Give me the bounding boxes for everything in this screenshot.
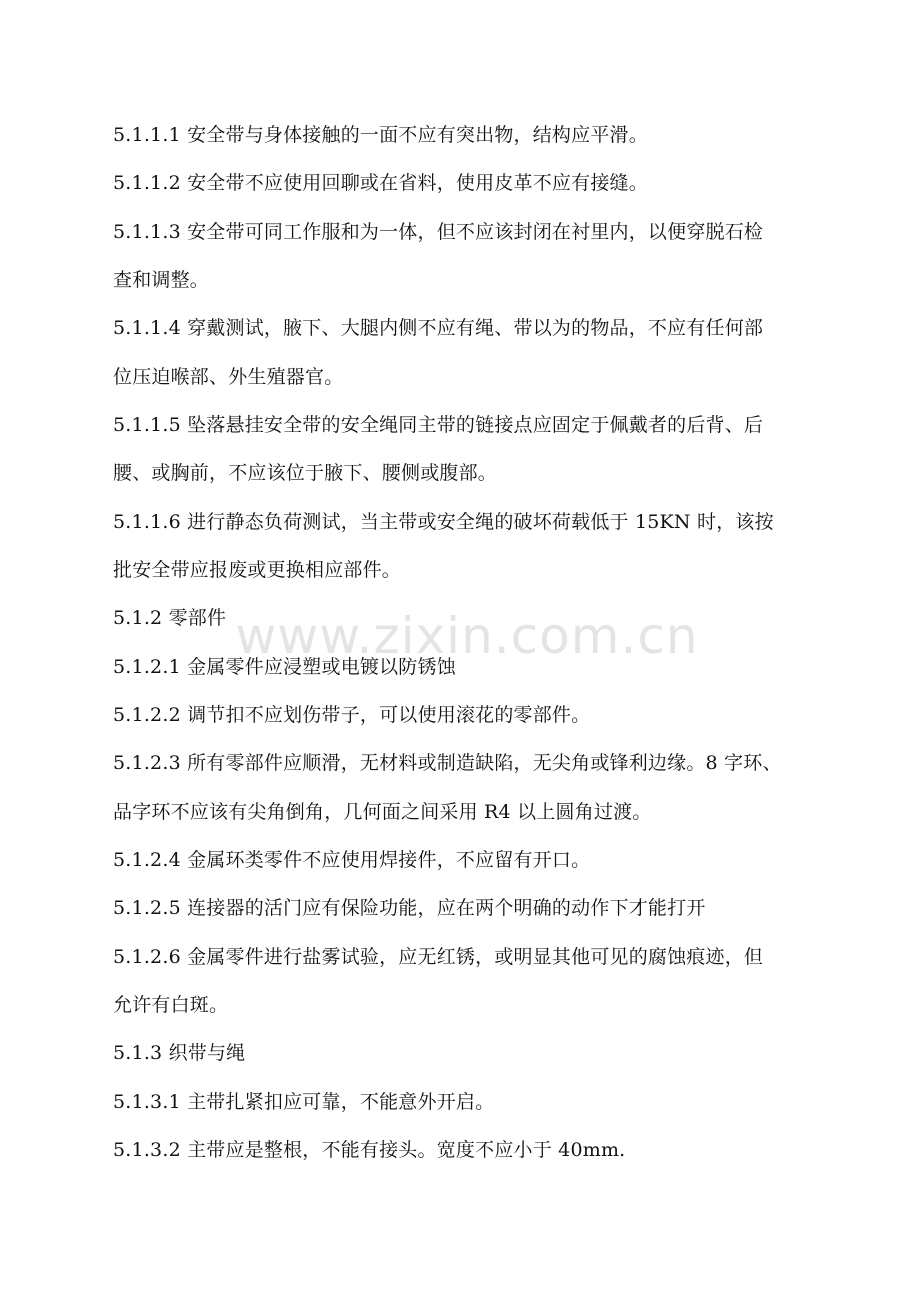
text-line: 5.1.1.1 安全带与身体接触的一面不应有突出物，结构应平滑。 (113, 124, 648, 146)
text-line: 5.1.2.3 所有零部件应顺滑，无材料或制造缺陷，无尖角或锋利边缘。8 字环、 (113, 752, 782, 774)
text-line: 5.1.2.1 金属零件应浸塑或电镀以防锈蚀 (113, 656, 456, 678)
text-line: 品字环不应该有尖角倒角，几何面之间采用 R4 以上圆角过渡。 (113, 801, 652, 823)
text-line: 允许有白斑。 (113, 994, 229, 1016)
text-line: 5.1.1.5 坠落悬挂安全带的安全绳同主带的链接点应固定于佩戴者的后背、后 (113, 414, 764, 436)
section-heading: 5.1.3 织带与绳 (113, 1042, 246, 1064)
watermark: www.zixin.com.cn (235, 607, 699, 665)
text-line: 5.1.1.3 安全带可同工作服和为一体，但不应该封闭在衬里内，以便穿脱石检 (113, 221, 764, 243)
text-line: 查和调整。 (113, 269, 210, 291)
text-line: 5.1.2.4 金属环类零件不应使用焊接件，不应留有开口。 (113, 849, 591, 871)
text-line: 5.1.3.2 主带应是整根，不能有接头。宽度不应小于 40mm. (113, 1139, 626, 1161)
text-line: 5.1.2.2 调节扣不应划伤带子，可以使用滚花的零部件。 (113, 704, 591, 726)
text-line: 5.1.1.6 进行静态负荷测试，当主带或安全绳的破坏荷载低于 15KN 时，该按 (113, 511, 774, 533)
text-line: 5.1.1.4 穿戴测试，腋下、大腿内侧不应有绳、带以为的物品，不应有任何部 (113, 317, 764, 339)
text-line: 5.1.1.2 安全带不应使用回聊或在省料，使用皮革不应有接缝。 (113, 172, 648, 194)
text-line: 5.1.2.5 连接器的活门应有保险功能，应在两个明确的动作下才能打开 (113, 897, 706, 919)
text-line: 5.1.2.6 金属零件进行盐雾试验，应无红锈，或明显其他可见的腐蚀痕迹，但 (113, 946, 764, 968)
text-line: 腰、或胸前，不应该位于腋下、腰侧或腹部。 (113, 462, 498, 484)
text-line: 5.1.3.1 主带扎紧扣应可靠，不能意外开启。 (113, 1091, 495, 1113)
section-heading: 5.1.2 零部件 (113, 607, 227, 629)
text-line: 位压迫喉部、外生殖器官。 (113, 366, 344, 388)
text-line: 批安全带应报废或更换相应部件。 (113, 559, 402, 581)
